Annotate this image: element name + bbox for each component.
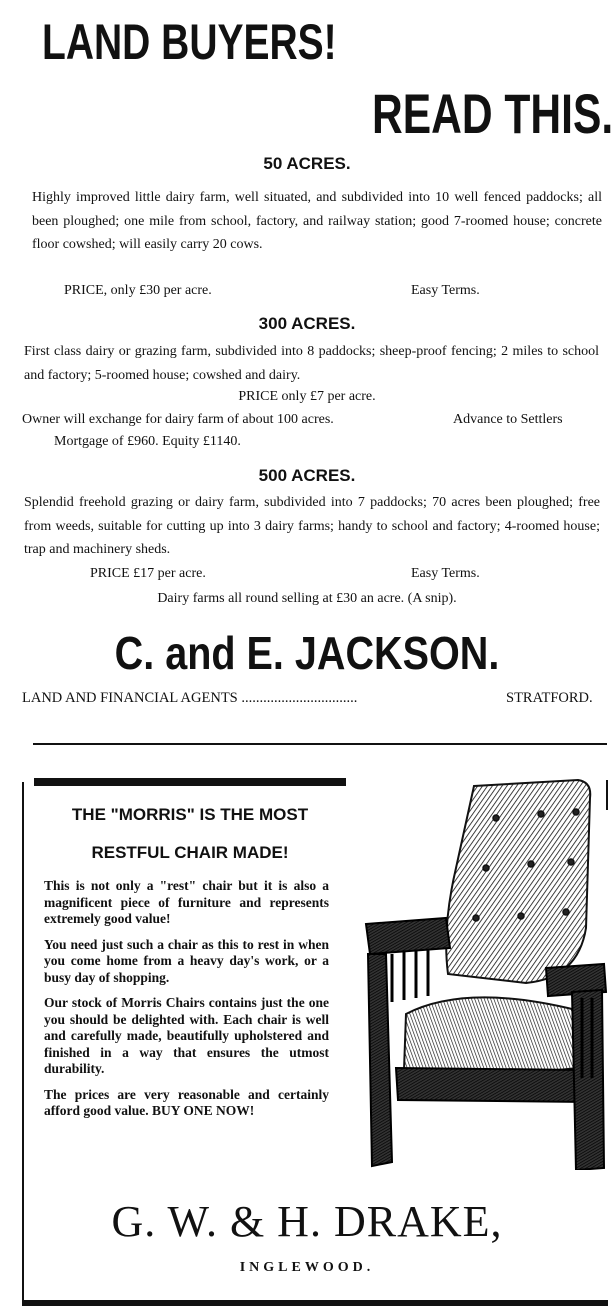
chair-ad-body [44,878,329,1129]
chair-ad-title-2: RESTFUL CHAIR MADE! [91,843,289,862]
section-title-50-acres: 50 ACRES. [263,154,351,173]
price-50-acres: PRICE, only £30 per acre. [64,283,212,298]
section-title-300-acres: 300 ACRES. [258,314,356,333]
section-description-50-acres: Highly improved little dairy farm, well situated, and subdivided into 10 well fenced paddocks; all been ploughed; one mile from school, factory, and railway station; good 7-roomed house; concrete floor cowshed; will easily carry 20 cows. [32,190,602,252]
box-bottom-rule [22,1300,608,1306]
chair-ad-title-1: THE "MORRIS" IS THE MOST [71,805,309,824]
chair-ad-paragraph: Our stock of Morris Chairs contains just the one you should be delighted with. Each chair is well and carefully made, beautifully upholstered and finished in a way that ensures the utmost durability. [44,995,329,1076]
agent-town: STRATFORD. [506,690,593,706]
agent-role: LAND AND FINANCIAL AGENTS ................................ [22,690,358,706]
advance-300-acres: Advance to Settlers [453,412,563,427]
chair-ad-paragraph: This is not only a "rest" chair but it is also a magnificent piece of furniture and represents extremely good value! [44,878,329,926]
price-300-acres: PRICE only £7 per acre. [238,389,376,404]
note-500-acres: Dairy farms all round selling at £30 an acre. (A snip). [157,591,457,606]
firm-town: INGLEWOOD. [239,1260,375,1275]
morris-chair-illustration [346,778,608,1170]
exchange-300-acres: Owner will exchange for dairy farm of about 100 acres. [22,412,334,427]
chair-ad-paragraph: You need just such a chair as this to rest in when you come home from a heavy day's work, or a busy day of shopping. [44,936,329,985]
headline-land-buyers: LAND BUYERS! [42,14,337,70]
section-description-300-acres: First class dairy or grazing farm, subdivided into 8 paddocks; sheep-proof fencing; 2 miles to school and factory; 5-roomed house; cowshed and dairy. [24,344,599,383]
chair-ad-box [18,760,608,1310]
agent-name: C. and E. JACKSON. [114,627,500,679]
box-top-rule [34,778,346,786]
terms-50-acres: Easy Terms. [411,283,480,298]
chair-ad-paragraph: The prices are very reasonable and certainly afford good value. BUY ONE NOW! [44,1086,329,1118]
price-500-acres: PRICE £17 per acre. [90,566,206,581]
section-title-500-acres: 500 ACRES. [258,466,356,485]
terms-500-acres: Easy Terms. [411,566,480,581]
firm-name: G. W. & H. DRAKE, [111,1197,503,1246]
mortgage-300-acres: Mortgage of £960. Equity £1140. [54,434,241,449]
section-description-500-acres: Splendid freehold grazing or dairy farm, subdivided into 7 paddocks; 70 acres been ploughed; free from weeds, suitable for cutting up into 3 dairy farms; handy to school and factory; 4-roomed house; trap and machinery sheds. [24,495,600,557]
headline-read-this: READ THIS. [372,82,614,145]
separator-rule [33,743,607,745]
